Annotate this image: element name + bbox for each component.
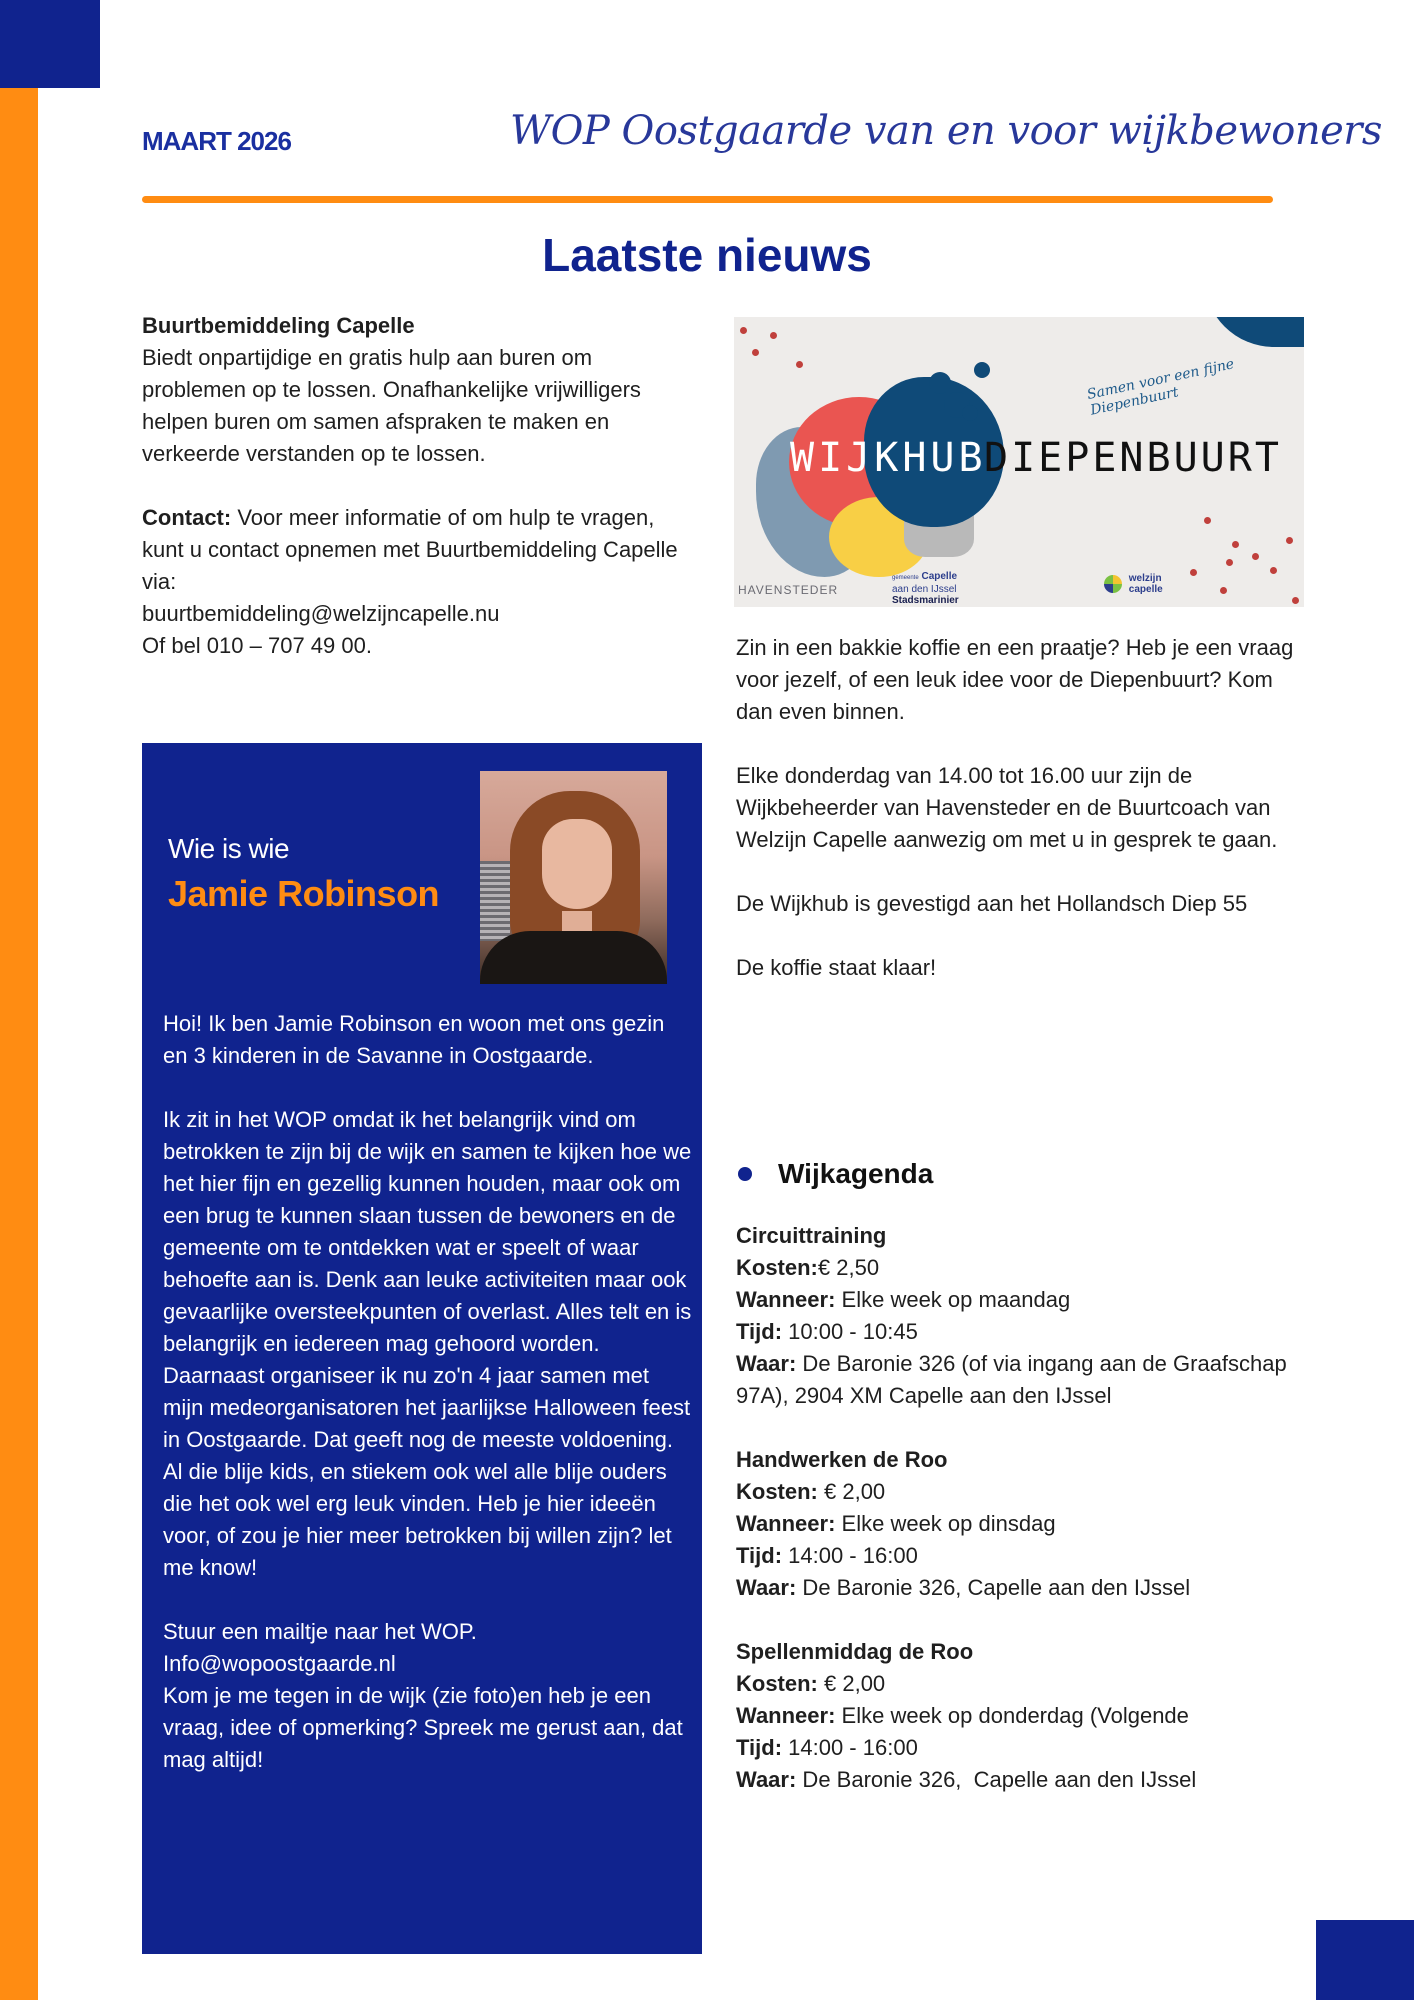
wijkhub-banner-image xyxy=(734,317,1304,607)
event-title: Handwerken de Roo xyxy=(736,1447,948,1472)
event-when: Wanneer: Elke week op dinsdag xyxy=(736,1511,1056,1536)
wijkhub-closing: De koffie staat klaar! xyxy=(736,955,937,980)
photo-jacket xyxy=(480,931,667,984)
wop-email-link[interactable]: Info@wopoostgaarde.nl xyxy=(163,1651,396,1676)
event-location: Waar: De Baronie 326, Capelle aan den IJssel xyxy=(736,1767,1197,1792)
wie-is-wie-box xyxy=(142,743,702,1954)
welzijn-icon xyxy=(1104,575,1122,593)
event-when: Wanneer: Elke week op donderdag (Volgende xyxy=(736,1703,1189,1728)
agenda-event xyxy=(736,1636,1316,1796)
photo-window-blinds xyxy=(480,861,510,941)
event-time: Tijd: 14:00 - 16:00 xyxy=(736,1543,918,1568)
wijkhub-schedule: Elke donderdag van 14.00 tot 16.00 uur zijn de Wijkbeheerder van Havensteder en de Buurtcoach van Welzijn Capelle aanwezig om met u in gesprek te gaan. xyxy=(736,763,1278,852)
buurtbemiddeling-article xyxy=(142,310,702,662)
decorative-corner-top xyxy=(0,0,100,88)
closing-paragraph: Kom je me tegen in de wijk (zie foto)en heb je een vraag, idee of opmerking? Spreek me gerust aan, dat mag altijd! xyxy=(163,1683,683,1772)
banner-word-wijkhub: WIJKHUB xyxy=(790,435,987,481)
event-cost: Kosten: € 2,00 xyxy=(736,1479,886,1504)
masthead-title: WOP Oostgaarde van en voor wijkbewoners xyxy=(510,108,1382,154)
article-title: Buurtbemiddeling Capelle xyxy=(142,313,415,338)
agenda-header xyxy=(736,1158,933,1190)
contact-phone: Of bel 010 – 707 49 00. xyxy=(142,633,372,658)
header-divider xyxy=(142,196,1273,203)
wie-is-wie-label: Wie is wie xyxy=(168,833,290,864)
agenda-event xyxy=(736,1220,1316,1412)
agenda-list xyxy=(736,1220,1316,1828)
havensteder-logo: HAVENSTEDER xyxy=(738,583,839,597)
agenda-event xyxy=(736,1444,1316,1604)
event-cost: Kosten:€ 2,50 xyxy=(736,1255,880,1280)
decorative-side-bar xyxy=(0,88,38,2000)
contact-paragraph xyxy=(142,502,702,598)
portrait-photo xyxy=(480,771,667,984)
agenda-title: Wijkagenda xyxy=(778,1158,934,1189)
banner-tagline: Samen voor een fijne Diepenbuurt xyxy=(1085,356,1236,419)
section-title xyxy=(0,228,1414,282)
welzijn-capelle-logo: welzijn capelle xyxy=(1104,573,1163,595)
event-time: Tijd: 14:00 - 16:00 xyxy=(736,1735,918,1760)
photo-face xyxy=(542,819,612,909)
bullet-icon xyxy=(738,1167,752,1181)
event-when: Wanneer: Elke week op maandag xyxy=(736,1287,1071,1312)
wijkhub-address: De Wijkhub is gevestigd aan het Hollandsch Diep 55 xyxy=(736,891,1248,916)
event-title: Spellenmiddag de Roo xyxy=(736,1639,974,1664)
person-name: Jamie Robinson xyxy=(168,873,440,914)
motivation-paragraph: Ik zit in het WOP omdat ik het belangrijk vind om betrokken te zijn bij de wijk en samen te kijken hoe we het hier fijn en gezellig kunnen houden, maar ook om een brug te kunnen slaan tussen de bewoners en de gemeente om te ontdekken wat er speelt of waar behoefte aan is. Denk aan leuke activiteiten maar ook gevaarlijke oversteekpunten of overlast. Alles telt en is belangrijk en iedereen mag gehoord worden. Daarnaast organiseer ik nu zo'n 4 jaar samen met mijn medeorganisatoren het jaarlijkse Halloween feest in Oostgaarde. Dat geeft nog de meeste voldoening. Al die blije kids, en stiekem ook wel alle blije ouders die het ook wel erg leuk vinden. Heb je hier ideeën voor, of zou je hier meer betrokken bij willen zijn? let me know! xyxy=(163,1107,692,1580)
issue-date: MAART 2026 xyxy=(142,126,291,156)
event-cost: Kosten: € 2,00 xyxy=(736,1671,886,1696)
capelle-logo: gemeente Capelle aan den IJssel Stadsmarinier xyxy=(892,571,959,606)
contact-email-link[interactable]: buurtbemiddeling@welzijncapelle.nu xyxy=(142,601,500,626)
section-title-text: Laatste nieuws xyxy=(542,229,872,281)
event-location: Waar: De Baronie 326, Capelle aan den IJssel xyxy=(736,1575,1191,1600)
event-title: Circuittraining xyxy=(736,1223,887,1248)
event-time: Tijd: 10:00 - 10:45 xyxy=(736,1319,918,1344)
banner-word-diepenbuurt: DIEPENBUURT xyxy=(984,435,1282,481)
contact-text: Voor meer informatie of om hulp te vragen, kunt u contact opnemen met Buurtbemiddeling Capelle via: xyxy=(142,505,678,594)
decorative-corner-bottom xyxy=(1316,1920,1414,2000)
article-body: Biedt onpartijdige en gratis hulp aan buren om problemen op te lossen. Onafhankelijke vrijwilligers helpen buren om samen afspraken te maken en verkeerde verstanden op te lossen. xyxy=(142,345,641,466)
event-location: Waar: De Baronie 326 (of via ingang aan de Graafschap 97A), 2904 XM Capelle aan den IJssel xyxy=(736,1351,1287,1408)
wijkhub-article xyxy=(736,632,1296,984)
mail-prompt: Stuur een mailtje naar het WOP. xyxy=(163,1619,477,1644)
intro-paragraph: Hoi! Ik ben Jamie Robinson en woon met ons gezin en 3 kinderen in de Savanne in Oostgaarde. xyxy=(163,1011,665,1068)
contact-label: Contact: xyxy=(142,505,232,530)
wijkhub-intro: Zin in een bakkie koffie en een praatje? Heb je een vraag voor jezelf, of een leuk idee voor de Diepenbuurt? Kom dan even binnen. xyxy=(736,635,1294,724)
banner-corner-splash xyxy=(1204,317,1304,347)
wie-is-wie-body xyxy=(163,1008,693,1776)
